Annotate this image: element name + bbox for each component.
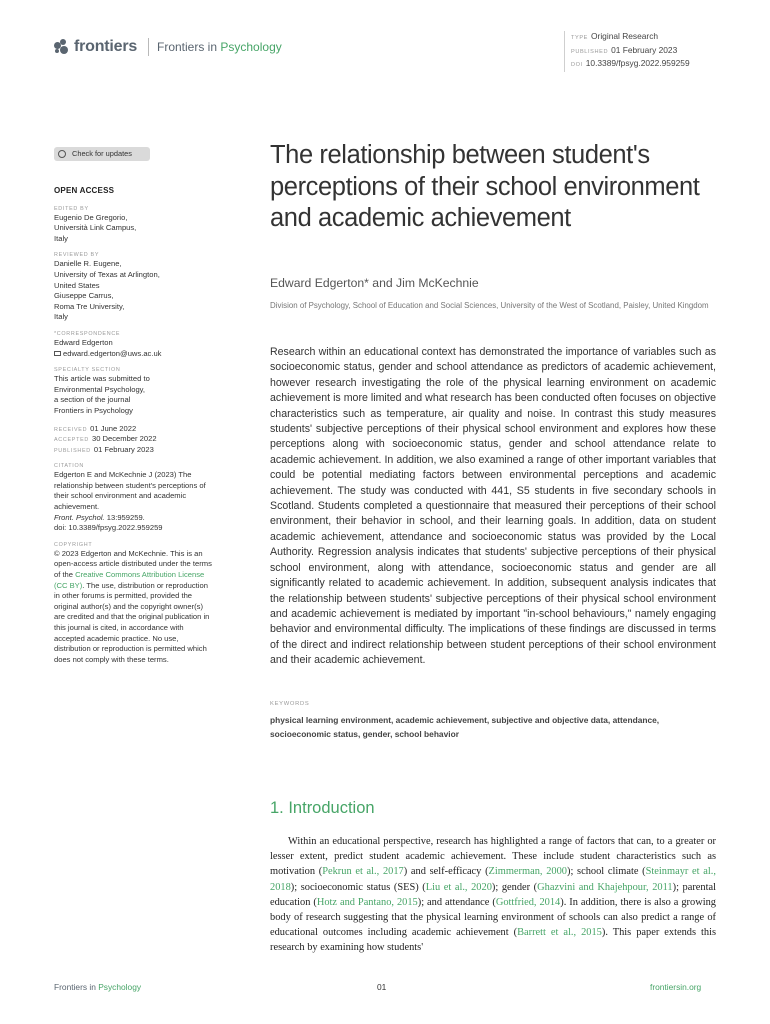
footer-journal: Frontiers in Psychology	[54, 982, 142, 992]
article-type: TYPE Original Research	[571, 31, 659, 41]
correspondence: *CORRESPONDENCE Edward Edgerton edward.edgerton@uws.ac.uk	[54, 330, 254, 359]
keywords-label: KEYWORDS	[270, 701, 310, 707]
citation-link[interactable]: Pekrun et al., 2017	[322, 866, 404, 878]
frontiers-logo-icon	[54, 39, 70, 55]
citation-link[interactable]: Liu et al., 2020	[425, 881, 492, 893]
author-affiliation: Division of Psychology, School of Education and Social Sciences, University of the West of Scotland, Paisley, United Kingdom	[270, 301, 709, 310]
check-for-updates-button[interactable]: Check for updates	[54, 147, 150, 161]
edited-by: EDITED BY Eugenio De Gregorio, Università Link Campus, Italy	[54, 205, 137, 243]
keywords: physical learning environment, academic achievement, subjective and objective data, attendance, socioeconomic status, gender, school behavior	[270, 715, 660, 739]
article-title: The relationship between student's perceptions of their school environment and academic achievement	[270, 141, 700, 232]
frontiers-logo[interactable]	[54, 38, 137, 56]
citation: CITATION Edgerton E and McKechnie J (2023) The relationship between student's perceptions of their school environment and academic achievement. Front. Psychol. 13:959259. doi: 10.3389/fpsyg.2022.959259	[54, 462, 254, 534]
introduction-paragraph: Within an educational perspective, research has highlighted a range of factors that can, to a greater or lesser extent, predict student academic achievement. These include student characteristics such as motivation (Pekrun et al., 2017) and self-efficacy (Zimmerman, 2000); school climate (Steinmayr et al., 2018); socioeconomic status (SES) (Liu et al., 2020); gender (Ghazvini and Khajehpour, 2011); parental education (Hotz and Pantano, 2015); and attendance (Gottfried, 2014). In addition, there is also a growing body of research suggesting that the physical learning environment of schools can also predict a range of educational outcomes including academic achievement (Barrett et al., 2015). This paper extends this research by examining how students'	[270, 836, 717, 954]
article-sidebar	[54, 186, 254, 672]
citation-link[interactable]: Hotz and Pantano, 2015	[316, 896, 418, 908]
article-meta	[564, 31, 690, 72]
article-published: PUBLISHED 01 February 2023	[571, 44, 678, 55]
correspondence-email[interactable]: edward.edgerton@uws.ac.uk	[54, 349, 254, 360]
specialty-section: SPECIALTY SECTION This article was submitted to Environmental Psychology, a section of the journal Frontiers in Psychology	[54, 367, 150, 415]
footer-site-link[interactable]: frontiersin.org	[650, 982, 702, 992]
article-authors: Edward Edgerton* and Jim McKechnie	[270, 276, 479, 290]
citation-link[interactable]: Gottfried, 2014	[495, 896, 561, 908]
article-dates: RECEIVED 01 June 2022 ACCEPTED 30 December 2022 PUBLISHED 01 February 2023	[54, 423, 157, 454]
citation-link[interactable]: Steinmayr et al., 2018	[270, 866, 716, 893]
citation-doi[interactable]: doi: 10.3389/fpsyg.2022.959259	[54, 523, 163, 533]
copyright: COPYRIGHT © 2023 Edgerton and McKechnie. This is an open-access article distributed under the terms of the Creative Commons Attribution License (CC BY). The use, distribution or reproduction in other forums is permitted, provided the original author(s) and the copyright owner(s) are credited and that the original publication in this journal is cited, in accordance with accepted academic practice. No use, distribution or reproduction is permitted which does not comply with these terms.	[54, 541, 212, 664]
citation-link[interactable]: Zimmerman, 2000	[488, 866, 567, 878]
update-check-icon	[58, 150, 66, 158]
open-access-label: OPEN ACCESS	[54, 186, 115, 195]
page-number: 01	[377, 982, 387, 992]
logo-wordmark: frontiers	[74, 38, 138, 55]
citation-link[interactable]: Barrett et al., 2015	[517, 927, 602, 939]
journal-name[interactable]: Frontiers in Psychology	[148, 38, 282, 56]
abstract: Research within an educational context has demonstrated the importance of variables such as socioeconomic status, gender and school attendance as predictors of academic achievement, however research investigating the role of the physical learning environment on academic achievement is more limited and what research has been conducted often focuses on objective characteristics such as temperature, air quality and noise. In contrast this study measures students' subjective perceptions of their physical school environment and explores how these perceptions along with socioeconomic status, gender and school attendance relate to academic achievement. In addition, we also examined a range of other important variables that could be potential mediating factors between environmental perceptions and academic achievement. The study was conducted with 441, S5 students in five secondary schools in Scotland. Students completed a questionnaire that measured their perceptions of their school environment, their behavior in school, and their learning goals. In addition, data on student academic achievement, attendance and socioeconomic status was provided by the Local Authority. Regression analysis indicates that students' subjective perceptions of their physical school environment, along with attendance, socioeconomic status and gender are all significantly related to academic achievement. In addition, subsequent analysis indicates that the relationship between students' subjective perceptions of their physical school environment and academic achievement is mediated by important "in-school behaviours," namely engaging behavior and environmental difficulty. The implications of these findings are discussed in terms of the direct and indirect relationship between student perceptions of their school environment and their academic achievement.	[270, 346, 716, 667]
cc-by-link[interactable]: (CC BY)	[54, 580, 83, 590]
cc-license-link[interactable]: Creative Commons Attribution License	[75, 570, 205, 580]
citation-link[interactable]: Ghazvini and Khajehpour, 2011	[537, 881, 673, 893]
article-doi[interactable]: DOI 10.3389/fpsyg.2022.959259	[571, 58, 690, 68]
reviewed-by: REVIEWED BY Danielle R. Eugene, University of Texas at Arlington, United States Giuseppe Carrus, Roma Tre University, Italy	[54, 252, 160, 322]
mail-icon	[54, 351, 61, 356]
section-heading-introduction: 1. Introduction	[270, 799, 375, 817]
